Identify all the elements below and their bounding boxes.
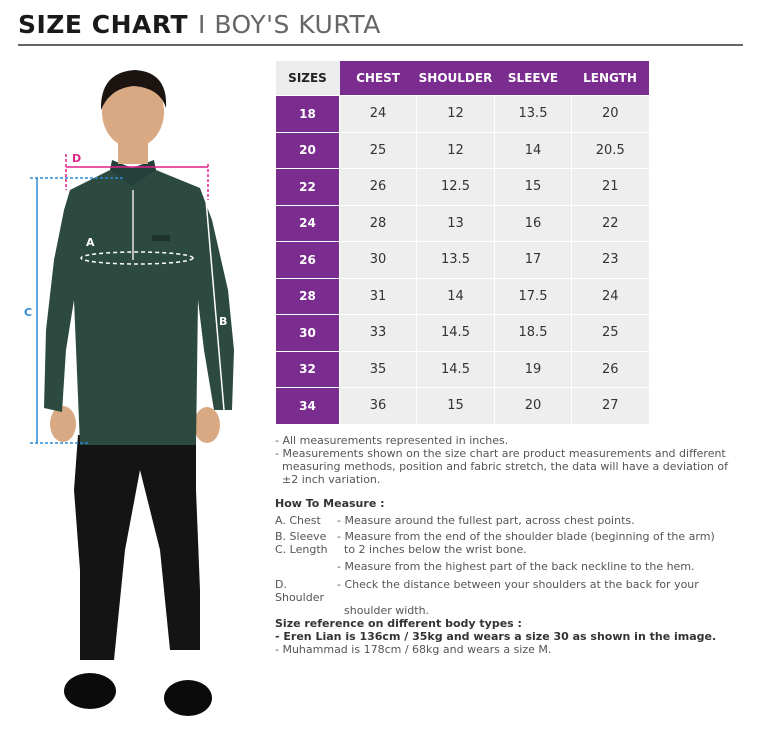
- sleeve-cell: 20: [495, 388, 572, 424]
- size-cell: 32: [276, 351, 340, 388]
- table-row: [276, 169, 649, 206]
- right-shoe: [164, 680, 212, 716]
- sleeve-cell: 16: [495, 205, 572, 242]
- measure-label: C. Length: [275, 543, 328, 556]
- sleeve-cell: 19: [495, 351, 572, 388]
- label-d: D: [72, 152, 82, 165]
- shoulder-cell: 12.5: [417, 169, 495, 206]
- reference-line: - Muhammad is 178cm / 68kg and wears a size M.: [275, 643, 552, 656]
- size-reference: [275, 617, 745, 656]
- left-shoe: [64, 673, 116, 709]
- measure-shoulder-cont: [275, 604, 745, 617]
- kurta: [44, 170, 234, 445]
- measure-shoulder: [275, 578, 745, 604]
- shoulder-cell: 13: [417, 205, 495, 242]
- size-cell: 24: [276, 205, 340, 242]
- measure-desc: to 2 inches below the wrist bone.: [344, 543, 527, 556]
- table-header-row: [276, 61, 649, 96]
- reference-title: Size reference on different body types :: [275, 617, 522, 630]
- page-header: [18, 10, 381, 44]
- header-sizes: SIZES: [276, 61, 340, 96]
- header-shoulder: SHOULDER: [417, 61, 495, 96]
- shoulder-cell: 14.5: [417, 315, 495, 352]
- chest-cell: 25: [340, 132, 417, 169]
- header-chest: CHEST: [340, 61, 417, 96]
- measure-length: [275, 543, 745, 556]
- chest-cell: 33: [340, 315, 417, 352]
- length-cell: 22: [572, 205, 649, 242]
- size-cell: 20: [276, 132, 340, 169]
- table-row: [276, 278, 649, 315]
- header-divider: [18, 44, 743, 46]
- measure-label: D. Shoulder: [275, 578, 324, 604]
- table-row: [276, 96, 649, 133]
- table-row: [276, 315, 649, 352]
- sleeve-cell: 14: [495, 132, 572, 169]
- measure-desc: - Measure from the highest part of the back neckline to the hem.: [337, 560, 695, 573]
- sleeve-cell: 18.5: [495, 315, 572, 352]
- measure-desc: - Check the distance between your shoulders at the back for your: [337, 578, 699, 591]
- right-hand: [194, 407, 220, 443]
- sleeve-cell: 17.5: [495, 278, 572, 315]
- size-cell: 18: [276, 96, 340, 133]
- chest-cell: 28: [340, 205, 417, 242]
- table-row: [276, 242, 649, 279]
- chest-cell: 26: [340, 169, 417, 206]
- how-to-title: How To Measure :: [275, 497, 385, 510]
- size-chart-table: [275, 61, 649, 424]
- length-cell: 21: [572, 169, 649, 206]
- chest-cell: 36: [340, 388, 417, 424]
- note-line: - Measurements shown on the size chart are product measurements and different: [275, 447, 726, 460]
- length-cell: 20: [572, 96, 649, 133]
- left-hand: [50, 406, 76, 442]
- shoulder-cell: 14: [417, 278, 495, 315]
- size-cell: 30: [276, 315, 340, 352]
- page-subtitle: I BOY'S KURTA: [198, 10, 381, 39]
- size-cell: 22: [276, 169, 340, 206]
- chest-cell: 30: [340, 242, 417, 279]
- shoulder-cell: 14.5: [417, 351, 495, 388]
- table-row: [276, 132, 649, 169]
- kurta-pocket: [152, 235, 170, 241]
- sleeve-cell: 15: [495, 169, 572, 206]
- length-cell: 23: [572, 242, 649, 279]
- sleeve-cell: 17: [495, 242, 572, 279]
- size-cell: 28: [276, 278, 340, 315]
- note-line: - All measurements represented in inches.: [275, 434, 509, 447]
- label-a: A: [86, 236, 95, 249]
- model-photo: [0, 50, 260, 743]
- shoulder-cell: 13.5: [417, 242, 495, 279]
- chest-cell: 35: [340, 351, 417, 388]
- shoulder-cell: 12: [417, 132, 495, 169]
- shoulder-cell: 12: [417, 96, 495, 133]
- sleeve-cell: 13.5: [495, 96, 572, 133]
- measure-desc: shoulder width.: [344, 604, 430, 617]
- note-line: ±2 inch variation.: [282, 473, 381, 486]
- trousers: [74, 435, 200, 660]
- shoulder-cell: 15: [417, 388, 495, 424]
- measure-chest: [275, 514, 745, 527]
- length-cell: 24: [572, 278, 649, 315]
- measure-sleeve: [275, 530, 745, 543]
- length-cell: 27: [572, 388, 649, 424]
- table-row: [276, 388, 649, 424]
- chest-cell: 24: [340, 96, 417, 133]
- measure-length-desc: [275, 560, 745, 573]
- page-title: SIZE CHART: [18, 10, 189, 39]
- table-row: [276, 351, 649, 388]
- label-b: B: [219, 315, 228, 328]
- measure-desc: - Measure from the end of the shoulder blade (beginning of the arm): [337, 530, 715, 543]
- chest-cell: 31: [340, 278, 417, 315]
- header-length: LENGTH: [572, 61, 649, 96]
- measure-label: A. Chest: [275, 514, 321, 527]
- length-cell: 25: [572, 315, 649, 352]
- measure-label: B. Sleeve: [275, 530, 327, 543]
- how-to-measure: [275, 497, 745, 617]
- measurement-notes: [275, 434, 745, 486]
- model-illustration: [0, 50, 260, 743]
- length-cell: 26: [572, 351, 649, 388]
- length-cell: 20.5: [572, 132, 649, 169]
- header-sleeve: SLEEVE: [495, 61, 572, 96]
- reference-line: - Eren Lian is 136cm / 35kg and wears a size 30 as shown in the image.: [275, 630, 717, 643]
- note-line: measuring methods, position and fabric stretch, the data will have a deviation of: [282, 460, 728, 473]
- size-cell: 26: [276, 242, 340, 279]
- label-c: C: [24, 306, 33, 319]
- measure-desc: - Measure around the fullest part, across chest points.: [337, 514, 635, 527]
- size-cell: 34: [276, 388, 340, 424]
- table-row: [276, 205, 649, 242]
